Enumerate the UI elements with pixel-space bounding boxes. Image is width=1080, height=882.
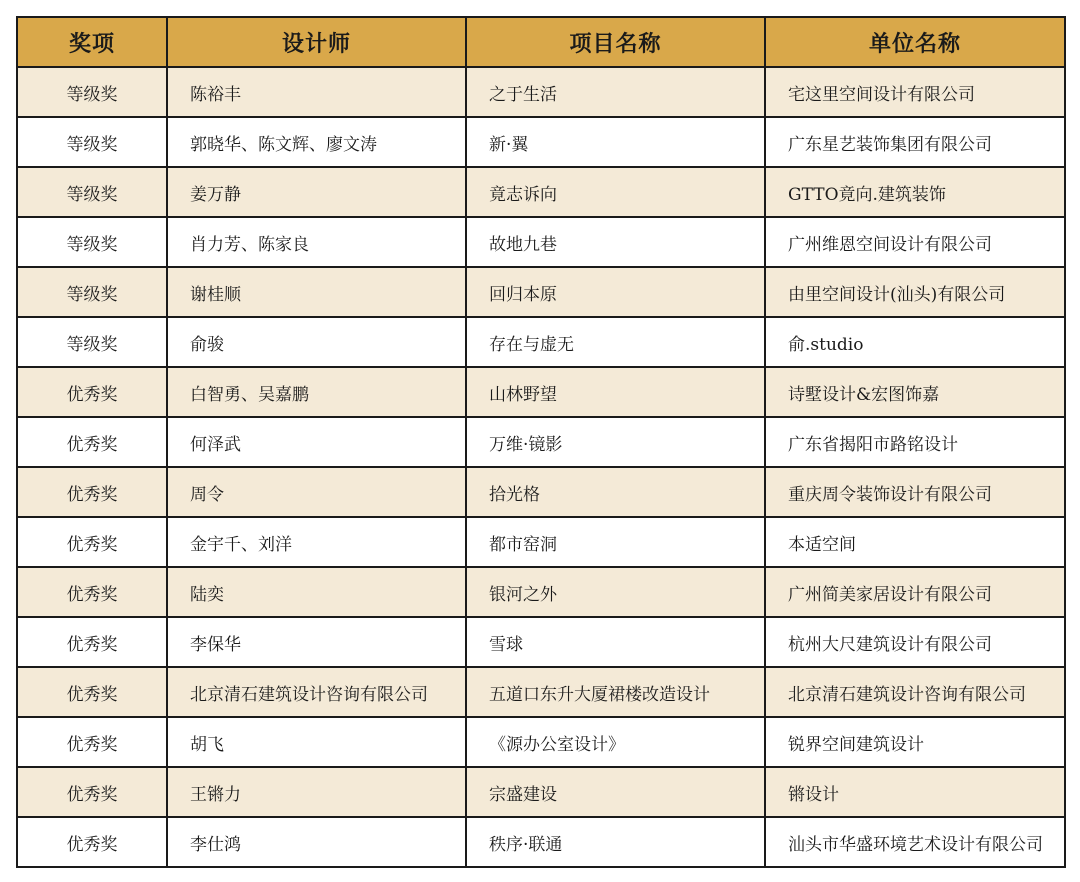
cell-project: 五道口东升大厦裙楼改造设计 xyxy=(466,667,765,717)
cell-designer: 李仕鸿 xyxy=(167,817,466,867)
cell-designer: 谢桂顺 xyxy=(167,267,466,317)
cell-award: 优秀奖 xyxy=(17,667,167,717)
cell-designer: 肖力芳、陈家良 xyxy=(167,217,466,267)
table-row xyxy=(17,367,1065,417)
table-row xyxy=(17,117,1065,167)
cell-designer: 俞骏 xyxy=(167,317,466,367)
cell-designer: 郭晓华、陈文辉、廖文涛 xyxy=(167,117,466,167)
cell-unit: 广州维恩空间设计有限公司 xyxy=(765,217,1065,267)
cell-unit: 广东星艺装饰集团有限公司 xyxy=(765,117,1065,167)
cell-designer: 李保华 xyxy=(167,617,466,667)
cell-designer: 北京清石建筑设计咨询有限公司 xyxy=(167,667,466,717)
table-row xyxy=(17,67,1065,117)
cell-project: 万维·镜影 xyxy=(466,417,765,467)
table-body xyxy=(17,67,1065,867)
cell-designer: 白智勇、吴嘉鹏 xyxy=(167,367,466,417)
cell-award: 优秀奖 xyxy=(17,467,167,517)
cell-designer: 胡飞 xyxy=(167,717,466,767)
cell-project: 存在与虚无 xyxy=(466,317,765,367)
cell-project: 宗盛建设 xyxy=(466,767,765,817)
cell-unit: 广州简美家居设计有限公司 xyxy=(765,567,1065,617)
cell-unit: 诗墅设计&宏图饰嘉 xyxy=(765,367,1065,417)
cell-designer: 陈裕丰 xyxy=(167,67,466,117)
cell-award: 等级奖 xyxy=(17,67,167,117)
cell-designer: 金宇千、刘洋 xyxy=(167,517,466,567)
cell-unit: 杭州大尺建筑设计有限公司 xyxy=(765,617,1065,667)
cell-project: 《源办公室设计》 xyxy=(466,717,765,767)
table-header xyxy=(17,17,1065,67)
cell-unit: 宅这里空间设计有限公司 xyxy=(765,67,1065,117)
cell-project: 竟志诉向 xyxy=(466,167,765,217)
table-row xyxy=(17,267,1065,317)
cell-award: 等级奖 xyxy=(17,317,167,367)
cell-award: 优秀奖 xyxy=(17,717,167,767)
table-row xyxy=(17,617,1065,667)
table-row xyxy=(17,667,1065,717)
cell-unit: 重庆周令装饰设计有限公司 xyxy=(765,467,1065,517)
cell-project: 山林野望 xyxy=(466,367,765,417)
cell-award: 优秀奖 xyxy=(17,567,167,617)
cell-award: 优秀奖 xyxy=(17,617,167,667)
cell-project: 新·翼 xyxy=(466,117,765,167)
table-row xyxy=(17,467,1065,517)
cell-project: 故地九巷 xyxy=(466,217,765,267)
cell-project: 秩序·联通 xyxy=(466,817,765,867)
header-row xyxy=(17,17,1065,67)
cell-designer: 何泽武 xyxy=(167,417,466,467)
cell-unit: 广东省揭阳市路铭设计 xyxy=(765,417,1065,467)
cell-project: 雪球 xyxy=(466,617,765,667)
cell-award: 优秀奖 xyxy=(17,367,167,417)
table-row xyxy=(17,167,1065,217)
cell-unit: 俞.studio xyxy=(765,317,1065,367)
cell-project: 银河之外 xyxy=(466,567,765,617)
table-row xyxy=(17,217,1065,267)
table-row xyxy=(17,417,1065,467)
table-row xyxy=(17,517,1065,567)
cell-award: 等级奖 xyxy=(17,217,167,267)
cell-award: 优秀奖 xyxy=(17,517,167,567)
cell-unit: 汕头市华盛环境艺术设计有限公司 xyxy=(765,817,1065,867)
cell-award: 等级奖 xyxy=(17,267,167,317)
header-unit: 单位名称 xyxy=(765,17,1065,67)
table-row xyxy=(17,717,1065,767)
table-row xyxy=(17,317,1065,367)
cell-award: 等级奖 xyxy=(17,167,167,217)
cell-project: 拾光格 xyxy=(466,467,765,517)
cell-award: 优秀奖 xyxy=(17,817,167,867)
cell-unit: 由里空间设计(汕头)有限公司 xyxy=(765,267,1065,317)
cell-unit: 北京清石建筑设计咨询有限公司 xyxy=(765,667,1065,717)
cell-unit: GTTO竟向.建筑装饰 xyxy=(765,167,1065,217)
table-row xyxy=(17,767,1065,817)
cell-project: 回归本原 xyxy=(466,267,765,317)
cell-award: 等级奖 xyxy=(17,117,167,167)
header-project: 项目名称 xyxy=(466,17,765,67)
cell-project: 都市窑洞 xyxy=(466,517,765,567)
table-row xyxy=(17,567,1065,617)
cell-project: 之于生活 xyxy=(466,67,765,117)
cell-designer: 王锵力 xyxy=(167,767,466,817)
cell-unit: 锵设计 xyxy=(765,767,1065,817)
cell-unit: 锐界空间建筑设计 xyxy=(765,717,1065,767)
cell-designer: 姜万静 xyxy=(167,167,466,217)
cell-award: 优秀奖 xyxy=(17,767,167,817)
table-row xyxy=(17,817,1065,867)
header-award: 奖项 xyxy=(17,17,167,67)
award-table xyxy=(16,16,1066,868)
cell-designer: 周令 xyxy=(167,467,466,517)
cell-award: 优秀奖 xyxy=(17,417,167,467)
cell-unit: 本适空间 xyxy=(765,517,1065,567)
cell-designer: 陆奕 xyxy=(167,567,466,617)
header-designer: 设计师 xyxy=(167,17,466,67)
